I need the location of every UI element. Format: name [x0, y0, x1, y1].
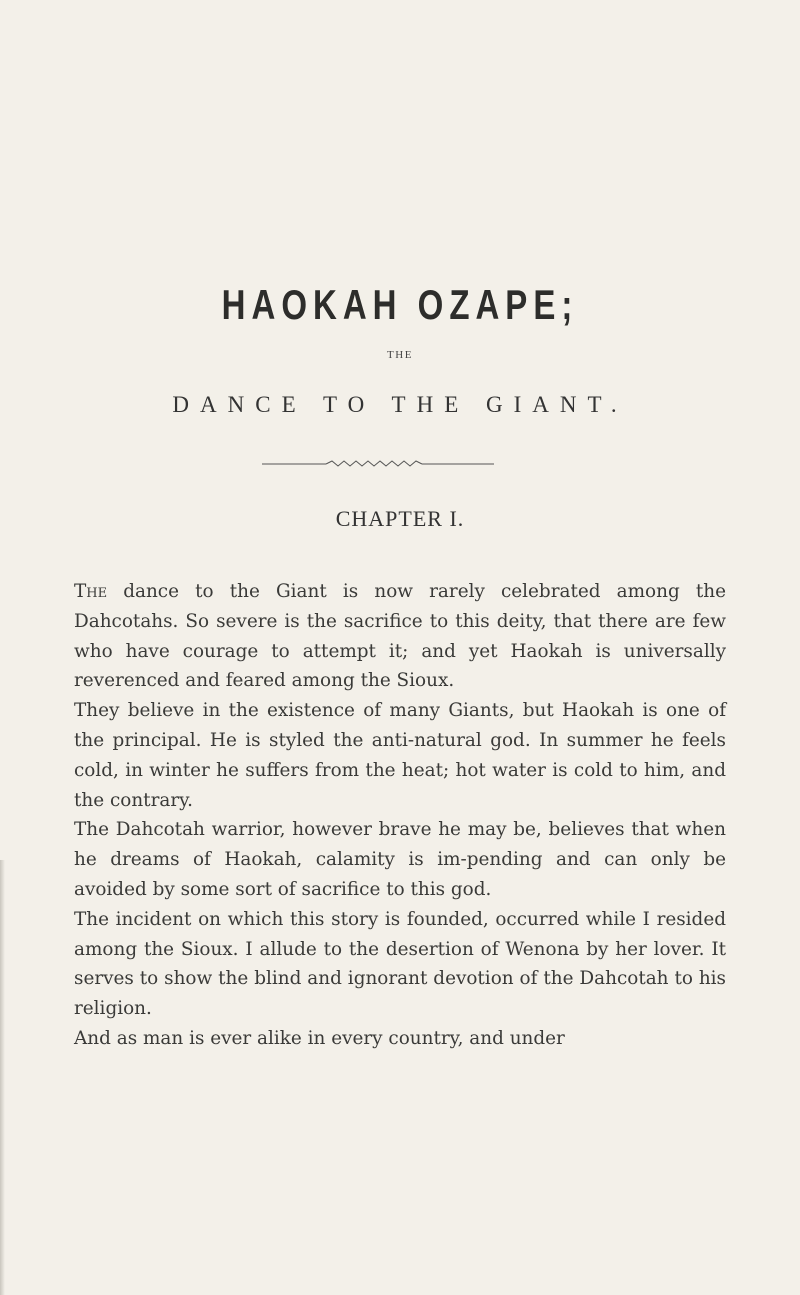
paragraph: The incident on which this story is founded, occurred while I resided among the Sioux. I allude to the desertion of Wenona by her lover. It serves to show the blind and ignorant devotion of the Dahcotah to his religion. — [74, 908, 726, 1020]
paragraph-text: dance to the Giant is now rarely celebrated among the Dahcotahs. So severe is the sacrifice to this deity, that there are few who have courage to attempt it; and yet Haokah is universally reverenced and feared among the Sioux. — [74, 581, 726, 692]
chapter-body — [74, 577, 726, 1054]
story-title: HAOKAH OZAPE; — [221, 281, 579, 328]
paragraph: And as man is ever alike in every country, and under — [74, 1027, 565, 1049]
chapter-heading: CHAPTER I. — [335, 506, 465, 531]
page-gutter-shadow — [0, 860, 5, 1295]
paragraph — [74, 577, 726, 696]
title-connector: THE — [387, 349, 413, 361]
paragraph-lead-word: The — [74, 581, 108, 602]
paragraph: They believe in the existence of many Giants, but Haokah is one of the principal. He is styled the anti-natural god. In summer he feels cold, in winter he suffers from the heat; hot water is cold to him, and the contrary. — [74, 700, 726, 811]
story-subtitle: DANCE TO THE GIANT. — [172, 392, 628, 417]
paragraph: The Dahcotah warrior, however brave he may be, believes that when he dreams of Haokah, calamity is im-pending and can only be avoided by some sort of sacrifice to this god. — [74, 819, 726, 900]
decorative-rule-ornament — [262, 458, 494, 470]
